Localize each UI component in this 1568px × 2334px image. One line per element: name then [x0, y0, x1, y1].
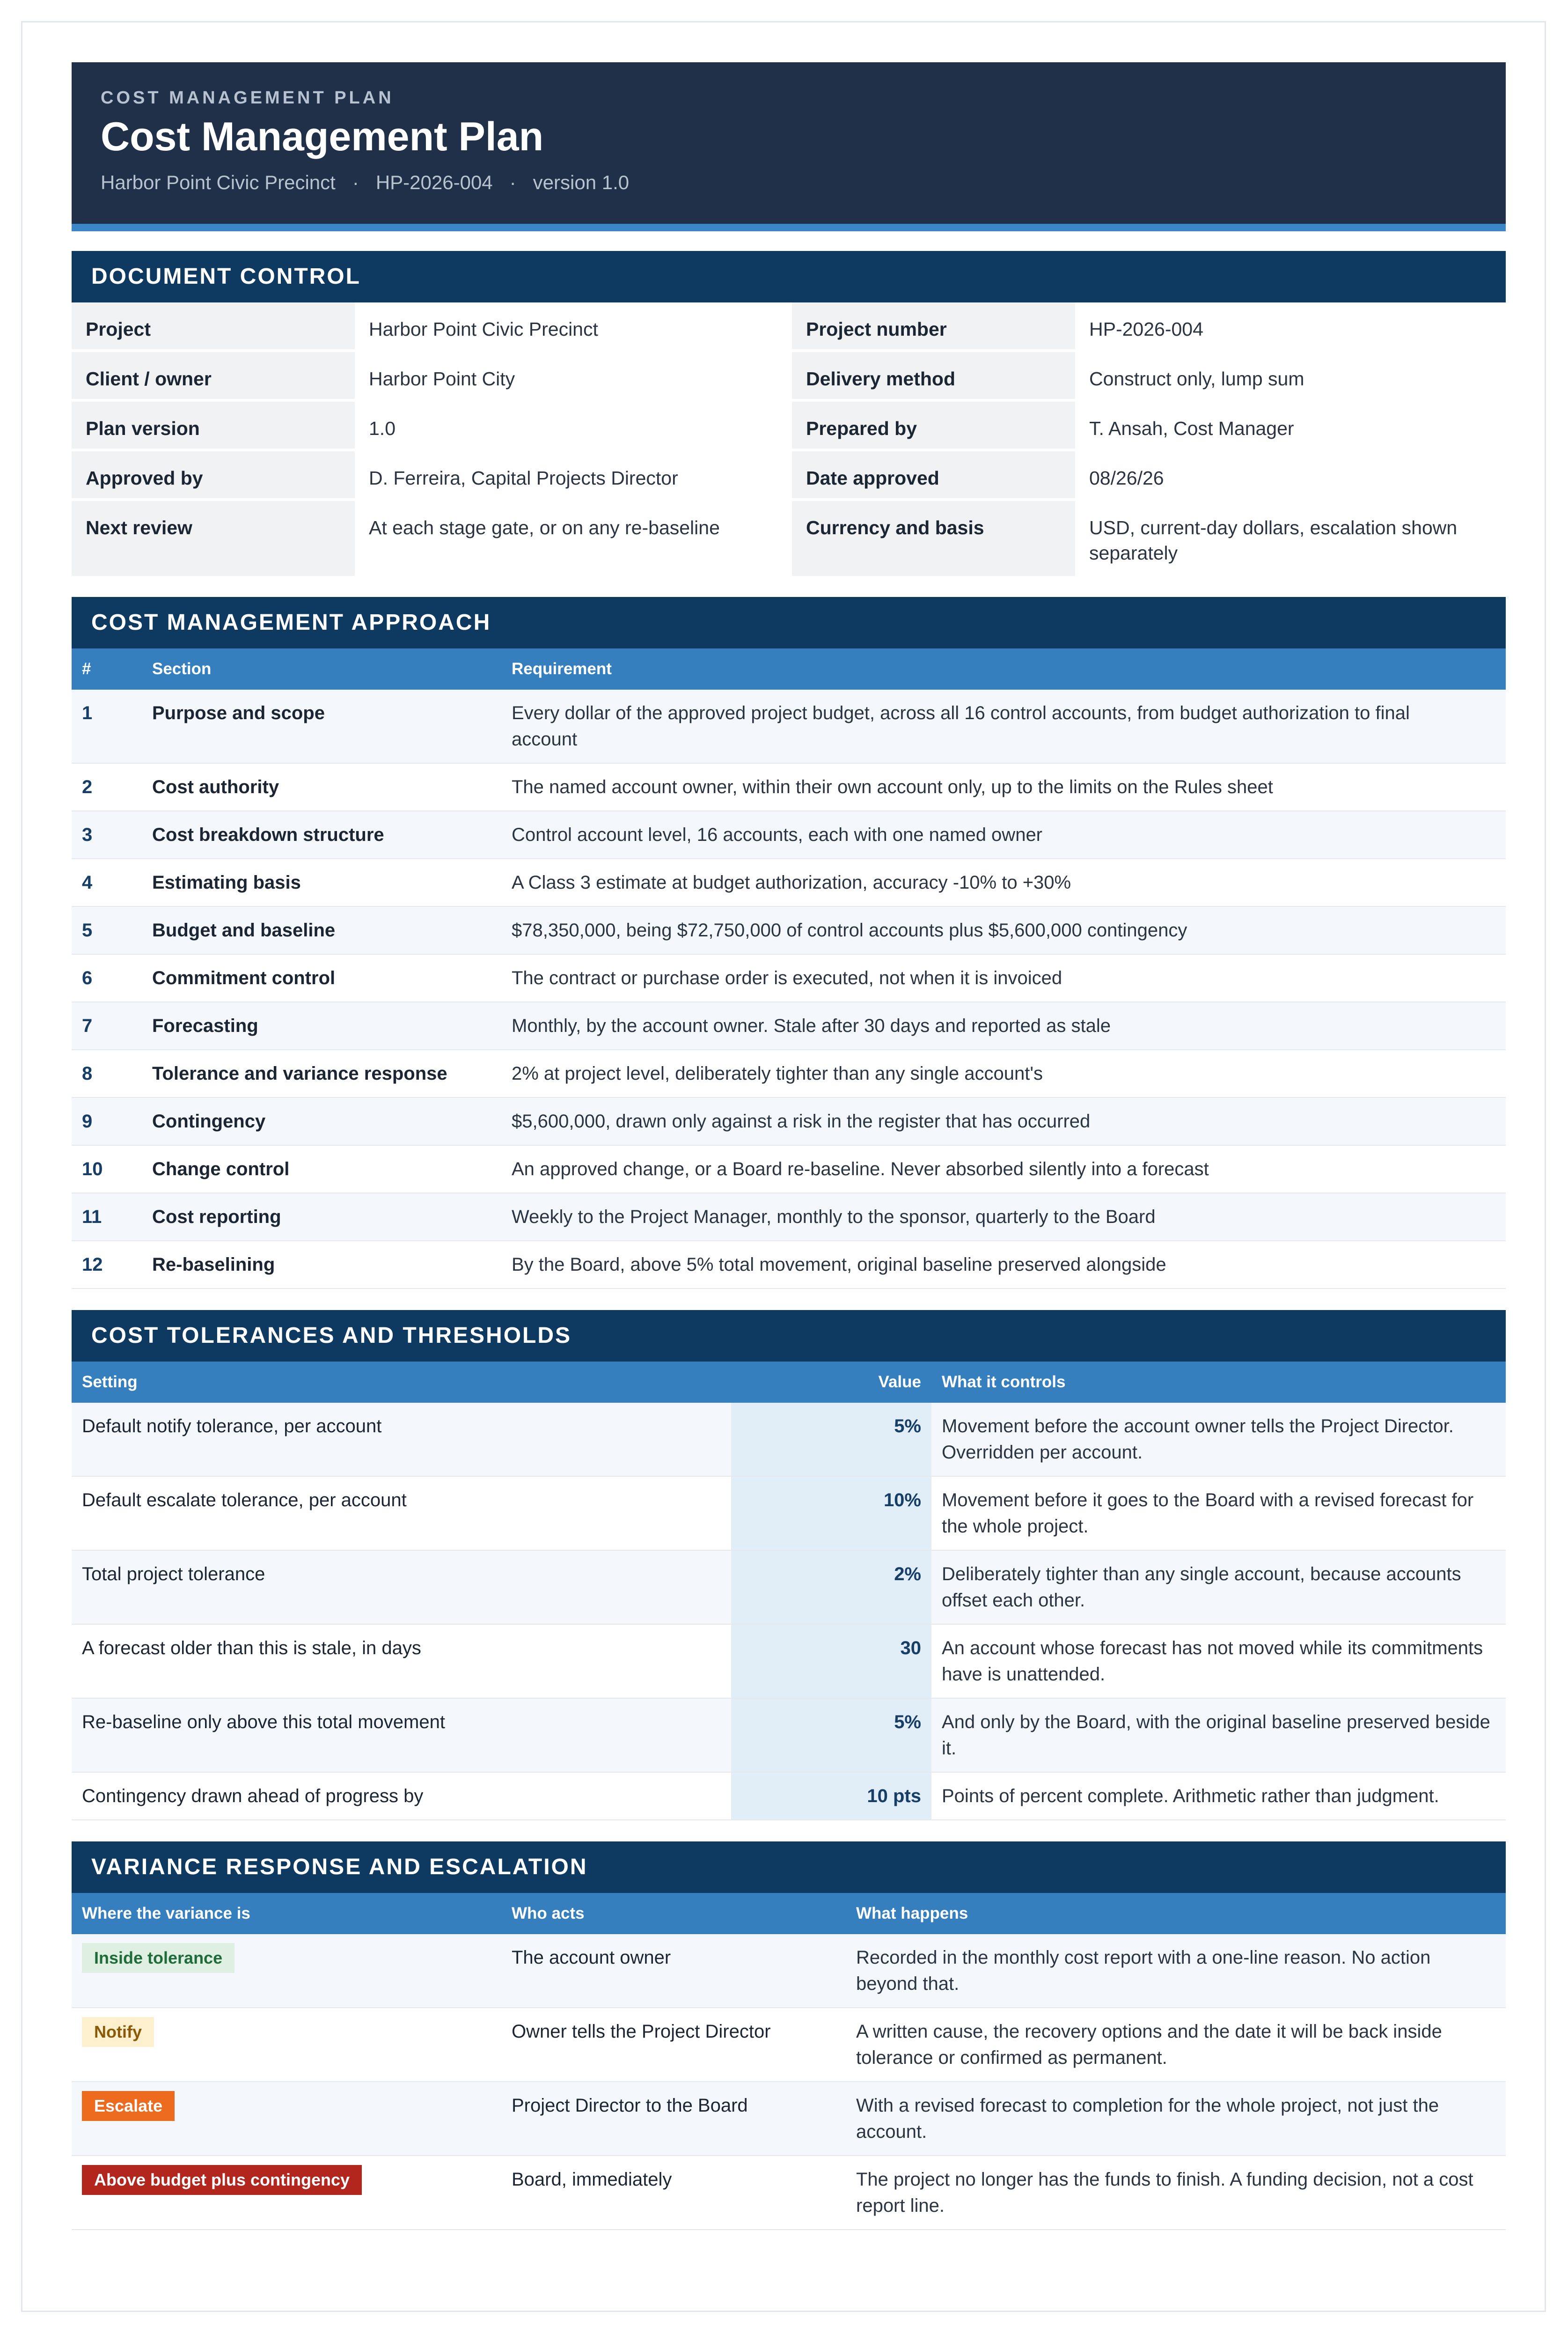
setting-value: 2% [731, 1550, 931, 1624]
section-heading-tolerances: COST TOLERANCES AND THRESHOLDS [72, 1310, 1506, 1362]
subtitle-separator: · [352, 171, 359, 193]
table-row [72, 1550, 1506, 1624]
row-requirement: 2% at project level, deliberately tighter than any single account's [501, 1050, 1506, 1097]
dc-value: Harbor Point City [355, 352, 767, 402]
row-section: Estimating basis [142, 859, 501, 906]
table-row [72, 1193, 1506, 1241]
table-row [72, 811, 1506, 859]
column-header: What it controls [931, 1362, 1506, 1403]
setting-value: 5% [731, 1403, 931, 1476]
row-requirement: $5,600,000, drawn only against a risk in the register that has occurred [501, 1097, 1506, 1145]
subtitle-version: version 1.0 [533, 171, 630, 193]
table-row [72, 1241, 1506, 1288]
setting-description: Deliberately tighter than any single account, because accounts offset each other. [931, 1550, 1506, 1624]
who-acts: Board, immediately [501, 2156, 846, 2230]
setting-label: Default notify tolerance, per account [72, 1403, 731, 1476]
variance-zone [72, 2156, 501, 2230]
row-number: 4 [72, 859, 142, 906]
dc-key: Delivery method [792, 352, 1075, 402]
dc-value: 08/26/26 [1075, 451, 1506, 501]
row-number: 9 [72, 1097, 142, 1145]
dc-value: Construct only, lump sum [1075, 352, 1506, 402]
row-requirement: The contract or purchase order is executed, not when it is invoiced [501, 954, 1506, 1002]
column-header: Section [142, 648, 501, 690]
table-row [72, 906, 1506, 954]
page-title: Cost Management Plan [101, 114, 544, 159]
row-requirement: Every dollar of the approved project budget, across all 16 control accounts, from budget authorization to final account [501, 690, 1506, 763]
setting-label: Contingency drawn ahead of progress by [72, 1772, 731, 1820]
status-badge-above-budget: Above budget plus contingency [82, 2165, 362, 2195]
dc-value: Harbor Point Civic Precinct [355, 302, 767, 352]
table-header-row [72, 1893, 1506, 1934]
table-row [72, 954, 1506, 1002]
dc-key: Date approved [792, 451, 1075, 501]
dc-key: Currency and basis [792, 501, 1075, 576]
approach-table [72, 648, 1506, 1289]
setting-label: A forecast older than this is stale, in days [72, 1624, 731, 1698]
section-heading-escalation: VARIANCE RESPONSE AND ESCALATION [72, 1841, 1506, 1893]
dc-key: Approved by [72, 451, 355, 501]
who-acts: Project Director to the Board [501, 2082, 846, 2156]
title-banner [72, 62, 1506, 224]
row-section: Purpose and scope [142, 690, 501, 763]
setting-label: Re-baseline only above this total movement [72, 1698, 731, 1772]
row-section: Cost breakdown structure [142, 811, 501, 859]
row-requirement: $78,350,000, being $72,750,000 of control accounts plus $5,600,000 contingency [501, 906, 1506, 954]
row-number: 5 [72, 906, 142, 954]
setting-label: Default escalate tolerance, per account [72, 1476, 731, 1550]
variance-zone [72, 2082, 501, 2156]
variance-zone [72, 1934, 501, 2008]
document-page [21, 21, 1546, 2312]
status-badge-notify: Notify [82, 2017, 154, 2047]
column-header: Requirement [501, 648, 1506, 690]
table-row [72, 859, 1506, 906]
row-number: 10 [72, 1145, 142, 1193]
row-number: 11 [72, 1193, 142, 1241]
row-requirement: An approved change, or a Board re-baseline. Never absorbed silently into a forecast [501, 1145, 1506, 1193]
setting-description: Movement before it goes to the Board with a revised forecast for the whole project. [931, 1476, 1506, 1550]
table-row [72, 1097, 1506, 1145]
row-section: Budget and baseline [142, 906, 501, 954]
setting-description: An account whose forecast has not moved while its commitments have is unattended. [931, 1624, 1506, 1698]
setting-description: Points of percent complete. Arithmetic rather than judgment. [931, 1772, 1506, 1820]
row-number: 6 [72, 954, 142, 1002]
who-acts: The account owner [501, 1934, 846, 2008]
table-row [72, 1145, 1506, 1193]
dc-key: Next review [72, 501, 355, 576]
document-content [72, 62, 1506, 2230]
what-happens: With a revised forecast to completion for the whole project, not just the account. [846, 2082, 1506, 2156]
dc-value: 1.0 [355, 402, 767, 451]
row-section: Forecasting [142, 1002, 501, 1050]
row-section: Commitment control [142, 954, 501, 1002]
setting-value: 5% [731, 1698, 931, 1772]
column-header: Who acts [501, 1893, 846, 1934]
row-requirement: Weekly to the Project Manager, monthly to the sponsor, quarterly to the Board [501, 1193, 1506, 1241]
document-control-grid [72, 302, 1506, 576]
column-header: # [72, 648, 142, 690]
status-badge-inside: Inside tolerance [82, 1943, 234, 1973]
table-row [72, 1698, 1506, 1772]
row-number: 12 [72, 1241, 142, 1288]
setting-value: 30 [731, 1624, 931, 1698]
dc-key: Plan version [72, 402, 355, 451]
dc-value: USD, current-day dollars, escalation shown separately [1089, 517, 1458, 564]
dc-value: T. Ansah, Cost Manager [1075, 402, 1506, 451]
dc-value: HP-2026-004 [1075, 302, 1506, 352]
table-header-row [72, 1362, 1506, 1403]
banner-subtitle [101, 171, 629, 194]
tolerances-table [72, 1362, 1506, 1820]
banner-kicker: COST MANAGEMENT PLAN [101, 88, 394, 108]
row-section: Re-baselining [142, 1241, 501, 1288]
setting-value: 10 pts [731, 1772, 931, 1820]
row-requirement: The named account owner, within their own account only, up to the limits on the Rules sheet [501, 763, 1506, 811]
row-requirement: Monthly, by the account owner. Stale after 30 days and reported as stale [501, 1002, 1506, 1050]
section-heading-document-control: DOCUMENT CONTROL [72, 251, 1506, 302]
column-header: Where the variance is [72, 1893, 501, 1934]
row-section: Cost reporting [142, 1193, 501, 1241]
escalation-table [72, 1893, 1506, 2230]
column-header: Value [731, 1362, 931, 1403]
row-number: 8 [72, 1050, 142, 1097]
variance-zone [72, 2008, 501, 2082]
dc-key: Project number [792, 302, 1075, 352]
row-section: Cost authority [142, 763, 501, 811]
row-requirement: Control account level, 16 accounts, each with one named owner [501, 811, 1506, 859]
row-section: Change control [142, 1145, 501, 1193]
subtitle-separator: · [509, 171, 516, 193]
column-header: What happens [846, 1893, 1506, 1934]
table-row [72, 763, 1506, 811]
subtitle-project: Harbor Point Civic Precinct [101, 171, 336, 193]
table-row [72, 1403, 1506, 1476]
table-row [72, 2082, 1506, 2156]
table-header-row [72, 648, 1506, 690]
what-happens: A written cause, the recovery options and the date it will be back inside tolerance or confirmed as permanent. [846, 2008, 1506, 2082]
setting-value: 10% [731, 1476, 931, 1550]
setting-label: Total project tolerance [72, 1550, 731, 1624]
row-number: 3 [72, 811, 142, 859]
row-requirement: A Class 3 estimate at budget authorization, accuracy -10% to +30% [501, 859, 1506, 906]
what-happens: The project no longer has the funds to finish. A funding decision, not a cost report line. [846, 2156, 1506, 2230]
setting-description: And only by the Board, with the original baseline preserved beside it. [931, 1698, 1506, 1772]
dc-value: D. Ferreira, Capital Projects Director [355, 451, 767, 501]
table-row [72, 2156, 1506, 2230]
row-number: 1 [72, 690, 142, 763]
table-row [72, 1050, 1506, 1097]
row-section: Contingency [142, 1097, 501, 1145]
dc-key: Client / owner [72, 352, 355, 402]
table-row [72, 1624, 1506, 1698]
row-requirement: By the Board, above 5% total movement, original baseline preserved alongside [501, 1241, 1506, 1288]
table-row [72, 2008, 1506, 2082]
setting-description: Movement before the account owner tells the Project Director. Overridden per account. [931, 1403, 1506, 1476]
table-row [72, 1772, 1506, 1820]
dc-value: At each stage gate, or on any re-baseline [369, 517, 720, 538]
banner-accent-bar [72, 224, 1506, 231]
section-heading-approach: COST MANAGEMENT APPROACH [72, 597, 1506, 648]
what-happens: Recorded in the monthly cost report with a one-line reason. No action beyond that. [846, 1934, 1506, 2008]
column-header: Setting [72, 1362, 731, 1403]
subtitle-number: HP-2026-004 [375, 171, 493, 193]
table-row [72, 690, 1506, 763]
table-row [72, 1476, 1506, 1550]
who-acts: Owner tells the Project Director [501, 2008, 846, 2082]
status-badge-escalate: Escalate [82, 2091, 175, 2121]
row-number: 7 [72, 1002, 142, 1050]
dc-key: Project [72, 302, 355, 352]
table-row [72, 1934, 1506, 2008]
table-row [72, 1002, 1506, 1050]
dc-key: Prepared by [792, 402, 1075, 451]
row-section: Tolerance and variance response [142, 1050, 501, 1097]
row-number: 2 [72, 763, 142, 811]
